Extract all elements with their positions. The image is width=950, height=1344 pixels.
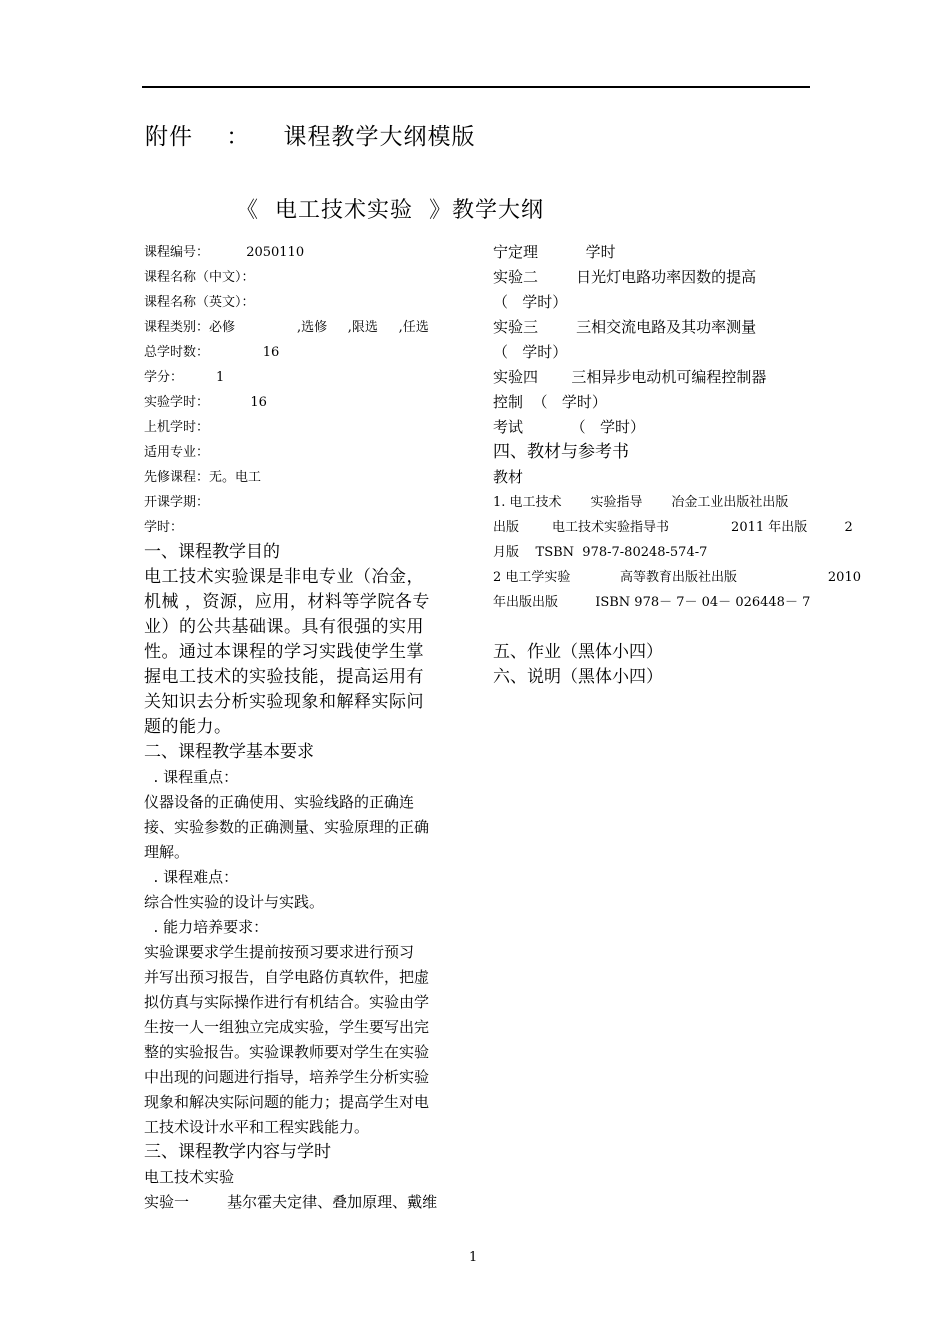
left-column-line-11: 学时： <box>144 520 184 535</box>
right-column-line-7: 考试 （ 学时） <box>493 418 645 436</box>
left-column-line-12: 一、课程教学目的 <box>144 542 280 562</box>
right-column-line-10: 1. 电工技术 实验指导 冶金工业出版社出版 <box>493 495 789 510</box>
left-column-line-26: 综合性实验的设计与实践。 <box>144 893 325 911</box>
left-column-line-15: 业）的公共基础课。具有很强的实用 <box>144 617 424 637</box>
left-column-line-31: 生按一人一组独立完成实验，学生要写出完 <box>144 1018 430 1036</box>
left-column-line-24: 理解。 <box>144 843 190 861</box>
left-column-line-23: 接、实验参数的正确测量、实验原理的正确 <box>144 818 430 836</box>
left-column-line-34: 现象和解决实际问题的能力；提高学生对电 <box>144 1093 430 1111</box>
left-column-line-1: 课程名称（中文）： <box>144 270 255 285</box>
left-column-line-14: 机械 ，资源，应用，材料等学院各专 <box>144 592 430 612</box>
left-column-line-0: 课程编号： 2050110 <box>144 245 305 260</box>
left-column-line-28: 实验课要求学生提前按预习要求进行预习 <box>144 943 415 961</box>
left-column-line-5: 学分： 1 <box>144 370 225 385</box>
left-column-line-13: 电工技术实验课是非电专业（冶金， <box>144 567 424 587</box>
left-column-line-19: 题的能力。 <box>144 717 232 737</box>
right-column-line-1: 实验二 日光灯电路功率因数的提高 <box>493 268 757 286</box>
left-column-line-33: 中出现的问题进行指导，培养学生分析实验 <box>144 1068 430 1086</box>
left-column-line-3: 课程类别：必修 ,选修 ,限选 ,任选 <box>144 320 450 335</box>
right-column-line-11: 出版 电工技术实验指导书 2011 年出版 2 <box>493 520 853 535</box>
left-column-line-36: 三、课程教学内容与学时 <box>144 1142 331 1162</box>
left-column-line-21: . 课程重点： <box>144 768 239 786</box>
right-column-line-17: 六、说明（黑体小四） <box>493 667 663 687</box>
right-column-line-8: 四、教材与参考书 <box>493 442 629 462</box>
right-column-line-14: 年出版出版 ISBN 978－ 7－ 04－ 026448－ 7 <box>493 595 811 610</box>
right-column-line-15 <box>493 615 811 640</box>
page-number: 1 <box>469 1250 478 1265</box>
left-column-line-17: 握电工技术的实验技能，提高运用有 <box>144 667 424 687</box>
document-title: 《 电工技术实验 》教学大纲 <box>236 198 544 223</box>
header-title: 附件 ： 课程教学大纲模版 <box>145 124 476 150</box>
header-rule <box>142 86 810 88</box>
left-column-line-18: 关知识去分析实验现象和解释实际问 <box>144 692 424 712</box>
right-column-line-3: 实验三 三相交流电路及其功率测量 <box>493 318 757 336</box>
right-column-line-9: 教材 <box>493 468 524 486</box>
left-column-line-10: 开课学期： <box>144 495 210 510</box>
right-column-line-16: 五、作业（黑体小四） <box>493 642 663 662</box>
left-column-line-4: 总学时数： 16 <box>144 345 280 360</box>
left-column-line-35: 工技术设计水平和工程实践能力。 <box>144 1118 370 1136</box>
left-column-line-32: 整的实验报告。实验课教师要对学生在实验 <box>144 1043 430 1061</box>
left-column-line-9: 先修课程：无。电工 <box>144 470 262 485</box>
right-column-line-4: （ 学时） <box>493 343 568 361</box>
left-column-line-8: 适用专业： <box>144 445 210 460</box>
left-column-line-27: . 能力培养要求： <box>144 918 269 936</box>
left-column-line-22: 仪器设备的正确使用、实验线路的正确连 <box>144 793 415 811</box>
right-column-line-0: 宁定理 学时 <box>493 243 616 261</box>
left-column-line-6: 实验学时： 16 <box>144 395 267 410</box>
left-column-line-38: 实验一 基尔霍夫定律、叠加原理、戴维 <box>144 1193 438 1211</box>
right-column-line-6: 控制 （ 学时） <box>493 393 607 411</box>
left-column-line-20: 二、课程教学基本要求 <box>144 742 314 762</box>
left-column-line-29: 并写出预习报告，自学电路仿真软件，把虚 <box>144 968 430 986</box>
left-column-line-25: . 课程难点： <box>144 868 239 886</box>
right-column-line-13: 2 电工学实验 高等教育出版社出版 2010 <box>493 570 861 585</box>
left-column-line-7: 上机学时： <box>144 420 210 435</box>
right-column-line-2: （ 学时） <box>493 293 568 311</box>
left-column-line-37: 电工技术实验 <box>144 1168 235 1186</box>
left-column <box>144 240 462 1215</box>
left-column-line-30: 拟仿真与实际操作进行有机结合。实验由学 <box>144 993 430 1011</box>
left-column-line-16: 性。通过本课程的学习实践使学生掌 <box>144 642 424 662</box>
right-column <box>493 240 861 690</box>
right-column-line-5: 实验四 三相异步电动机可编程控制器 <box>493 368 767 386</box>
left-column-line-2: 课程名称（英文）： <box>144 295 255 310</box>
right-column-line-12: 月版 TSBN 978-7-80248-574-7 <box>493 545 708 560</box>
